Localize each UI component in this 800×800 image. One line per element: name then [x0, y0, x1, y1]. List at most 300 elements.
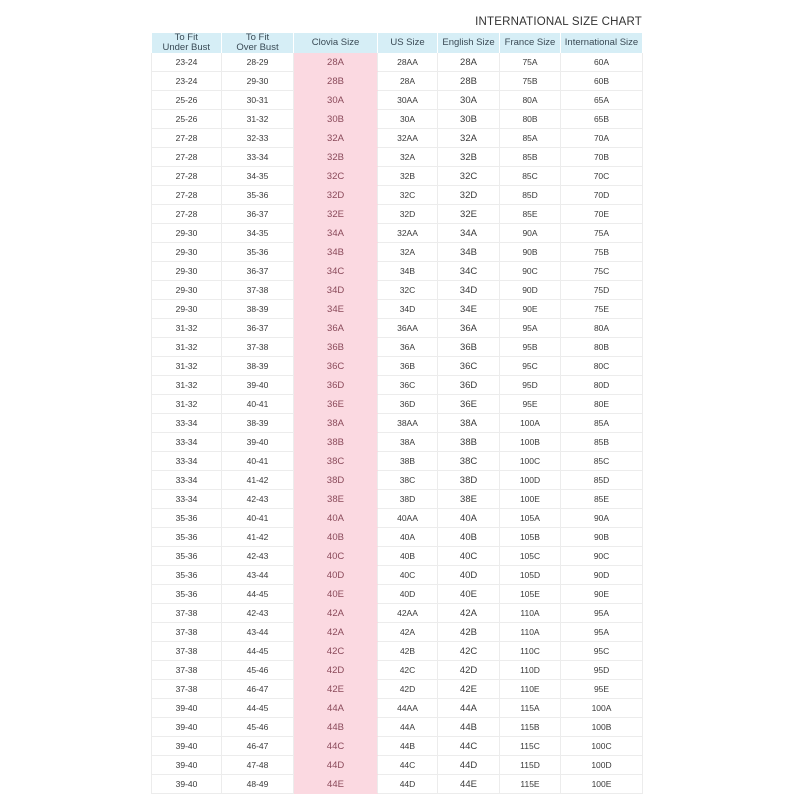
under-bust-cell: 29-30: [152, 262, 222, 281]
clovia-size-cell: 34E: [294, 300, 378, 319]
over-bust-cell: 39-40: [222, 433, 294, 452]
over-bust-cell: 35-36: [222, 186, 294, 205]
chart-title: INTERNATIONAL SIZE CHART: [475, 16, 642, 28]
us-size-cell: 40D: [378, 585, 438, 604]
clovia-size-cell: 34B: [294, 243, 378, 262]
international-size-cell: 90A: [561, 509, 643, 528]
under-bust-cell: 29-30: [152, 300, 222, 319]
english-size-cell: 40A: [438, 509, 500, 528]
clovia-size-cell: 36E: [294, 395, 378, 414]
clovia-size-cell: 44B: [294, 718, 378, 737]
international-size-cell: 85A: [561, 414, 643, 433]
france-size-cell: 90C: [500, 262, 561, 281]
english-size-cell: 32B: [438, 148, 500, 167]
over-bust-cell: 33-34: [222, 148, 294, 167]
english-size-cell: 44C: [438, 737, 500, 756]
under-bust-cell: 27-28: [152, 186, 222, 205]
table-row: [152, 547, 643, 566]
clovia-size-cell: 42A: [294, 604, 378, 623]
clovia-size-cell: 34A: [294, 224, 378, 243]
france-size-cell: 115B: [500, 718, 561, 737]
table-row: [152, 414, 643, 433]
over-bust-cell: 44-45: [222, 585, 294, 604]
english-size-cell: 30A: [438, 91, 500, 110]
france-size-cell: 110A: [500, 604, 561, 623]
international-size-cell: 70C: [561, 167, 643, 186]
clovia-size-cell: 36B: [294, 338, 378, 357]
clovia-size-cell: 40B: [294, 528, 378, 547]
france-size-cell: 105E: [500, 585, 561, 604]
us-size-cell: 38A: [378, 433, 438, 452]
france-size-cell: 85E: [500, 205, 561, 224]
france-size-cell: 95C: [500, 357, 561, 376]
under-bust-cell: 39-40: [152, 718, 222, 737]
english-size-cell: 40D: [438, 566, 500, 585]
france-size-cell: 100C: [500, 452, 561, 471]
english-size-cell: 34C: [438, 262, 500, 281]
france-size-cell: 80A: [500, 91, 561, 110]
us-size-cell: 38B: [378, 452, 438, 471]
under-bust-cell: 37-38: [152, 680, 222, 699]
table-row: [152, 699, 643, 718]
over-bust-cell: 36-37: [222, 205, 294, 224]
international-size-cell: 75B: [561, 243, 643, 262]
table-row: [152, 357, 643, 376]
international-size-cell: 60B: [561, 72, 643, 91]
international-size-cell: 90C: [561, 547, 643, 566]
clovia-size-cell: 36D: [294, 376, 378, 395]
international-size-cell: 75C: [561, 262, 643, 281]
english-size-cell: 34E: [438, 300, 500, 319]
france-size-cell: 115A: [500, 699, 561, 718]
international-size-cell: 100A: [561, 699, 643, 718]
clovia-size-cell: 38C: [294, 452, 378, 471]
under-bust-cell: 27-28: [152, 148, 222, 167]
english-size-cell: 36A: [438, 319, 500, 338]
us-size-cell: 32B: [378, 167, 438, 186]
us-size-cell: 32A: [378, 148, 438, 167]
english-size-cell: 38E: [438, 490, 500, 509]
international-size-cell: 70D: [561, 186, 643, 205]
clovia-size-cell: 32C: [294, 167, 378, 186]
us-size-cell: 36D: [378, 395, 438, 414]
france-size-cell: 100D: [500, 471, 561, 490]
france-size-cell: 110A: [500, 623, 561, 642]
us-size-cell: 42A: [378, 623, 438, 642]
international-size-cell: 75A: [561, 224, 643, 243]
english-size-cell: 40E: [438, 585, 500, 604]
table-row: [152, 756, 643, 775]
over-bust-cell: 29-30: [222, 72, 294, 91]
under-bust-cell: 29-30: [152, 243, 222, 262]
table-row: [152, 300, 643, 319]
france-size-cell: 100B: [500, 433, 561, 452]
table-row: [152, 737, 643, 756]
over-bust-cell: 38-39: [222, 414, 294, 433]
under-bust-cell: 25-26: [152, 110, 222, 129]
us-size-cell: 36B: [378, 357, 438, 376]
english-size-cell: 32E: [438, 205, 500, 224]
over-bust-cell: 37-38: [222, 338, 294, 357]
international-size-cell: 65A: [561, 91, 643, 110]
international-size-cell: 100D: [561, 756, 643, 775]
clovia-size-cell: 44D: [294, 756, 378, 775]
us-size-cell: 36C: [378, 376, 438, 395]
over-bust-cell: 46-47: [222, 680, 294, 699]
english-size-cell: 38A: [438, 414, 500, 433]
under-bust-cell: 31-32: [152, 357, 222, 376]
over-bust-cell: 34-35: [222, 224, 294, 243]
international-size-cell: 95C: [561, 642, 643, 661]
over-bust-cell: 45-46: [222, 718, 294, 737]
english-size-cell: 42E: [438, 680, 500, 699]
under-bust-cell: 39-40: [152, 775, 222, 794]
international-size-cell: 95E: [561, 680, 643, 699]
us-size-cell: 32C: [378, 186, 438, 205]
under-bust-cell: 31-32: [152, 376, 222, 395]
france-size-cell: 85C: [500, 167, 561, 186]
table-row: [152, 471, 643, 490]
under-bust-cell: 27-28: [152, 129, 222, 148]
under-bust-cell: 37-38: [152, 642, 222, 661]
over-bust-cell: 36-37: [222, 319, 294, 338]
us-size-cell: 44B: [378, 737, 438, 756]
clovia-size-cell: 28A: [294, 53, 378, 72]
us-size-cell: 36AA: [378, 319, 438, 338]
table-row: [152, 338, 643, 357]
table-row: [152, 72, 643, 91]
over-bust-cell: 40-41: [222, 395, 294, 414]
us-size-cell: 38D: [378, 490, 438, 509]
table-row: [152, 129, 643, 148]
clovia-size-cell: 32D: [294, 186, 378, 205]
france-size-cell: 85D: [500, 186, 561, 205]
table-row: [152, 110, 643, 129]
over-bust-cell: 48-49: [222, 775, 294, 794]
under-bust-cell: 27-28: [152, 205, 222, 224]
table-row: [152, 433, 643, 452]
france-size-cell: 100A: [500, 414, 561, 433]
us-size-cell: 40A: [378, 528, 438, 547]
under-bust-cell: 37-38: [152, 623, 222, 642]
france-size-cell: 115C: [500, 737, 561, 756]
table-row: [152, 566, 643, 585]
us-size-cell: 32AA: [378, 129, 438, 148]
france-size-cell: 100E: [500, 490, 561, 509]
size-chart-table: [151, 33, 643, 794]
under-bust-cell: 31-32: [152, 319, 222, 338]
international-size-cell: 70A: [561, 129, 643, 148]
table-row: [152, 224, 643, 243]
english-size-cell: 44E: [438, 775, 500, 794]
english-size-cell: 38C: [438, 452, 500, 471]
over-bust-cell: 36-37: [222, 262, 294, 281]
table-row: [152, 452, 643, 471]
clovia-size-cell: 36C: [294, 357, 378, 376]
clovia-size-cell: 30B: [294, 110, 378, 129]
us-size-cell: 44AA: [378, 699, 438, 718]
header-france-size: France Size: [500, 33, 561, 53]
english-size-cell: 38D: [438, 471, 500, 490]
header-over-bust-line1: To Fit: [245, 32, 270, 43]
international-size-cell: 95A: [561, 623, 643, 642]
table-row: [152, 376, 643, 395]
table-row: [152, 718, 643, 737]
english-size-cell: 44A: [438, 699, 500, 718]
header-over-bust-line2: Over Bust: [236, 42, 279, 53]
under-bust-cell: 27-28: [152, 167, 222, 186]
international-size-cell: 75D: [561, 281, 643, 300]
over-bust-cell: 30-31: [222, 91, 294, 110]
france-size-cell: 90D: [500, 281, 561, 300]
france-size-cell: 90A: [500, 224, 561, 243]
clovia-size-cell: 40C: [294, 547, 378, 566]
us-size-cell: 34D: [378, 300, 438, 319]
france-size-cell: 85B: [500, 148, 561, 167]
over-bust-cell: 43-44: [222, 566, 294, 585]
table-row: [152, 623, 643, 642]
under-bust-cell: 35-36: [152, 585, 222, 604]
clovia-size-cell: 44E: [294, 775, 378, 794]
france-size-cell: 85A: [500, 129, 561, 148]
us-size-cell: 40AA: [378, 509, 438, 528]
france-size-cell: 105D: [500, 566, 561, 585]
english-size-cell: 42C: [438, 642, 500, 661]
international-size-cell: 65B: [561, 110, 643, 129]
english-size-cell: 42A: [438, 604, 500, 623]
international-size-cell: 100C: [561, 737, 643, 756]
international-size-cell: 85E: [561, 490, 643, 509]
over-bust-cell: 42-43: [222, 604, 294, 623]
under-bust-cell: 39-40: [152, 756, 222, 775]
table-row: [152, 585, 643, 604]
under-bust-cell: 39-40: [152, 699, 222, 718]
clovia-size-cell: 34D: [294, 281, 378, 300]
clovia-size-cell: 32B: [294, 148, 378, 167]
international-size-cell: 80C: [561, 357, 643, 376]
france-size-cell: 95E: [500, 395, 561, 414]
us-size-cell: 32D: [378, 205, 438, 224]
us-size-cell: 32AA: [378, 224, 438, 243]
english-size-cell: 28B: [438, 72, 500, 91]
us-size-cell: 28AA: [378, 53, 438, 72]
clovia-size-cell: 42D: [294, 661, 378, 680]
english-size-cell: 42D: [438, 661, 500, 680]
clovia-size-cell: 38E: [294, 490, 378, 509]
france-size-cell: 75B: [500, 72, 561, 91]
us-size-cell: 42B: [378, 642, 438, 661]
english-size-cell: 36C: [438, 357, 500, 376]
english-size-cell: 32A: [438, 129, 500, 148]
international-size-cell: 100B: [561, 718, 643, 737]
over-bust-cell: 31-32: [222, 110, 294, 129]
under-bust-cell: 31-32: [152, 395, 222, 414]
english-size-cell: 38B: [438, 433, 500, 452]
table-row: [152, 775, 643, 794]
international-size-cell: 70E: [561, 205, 643, 224]
over-bust-cell: 32-33: [222, 129, 294, 148]
english-size-cell: 40B: [438, 528, 500, 547]
under-bust-cell: 33-34: [152, 452, 222, 471]
international-size-cell: 95D: [561, 661, 643, 680]
france-size-cell: 110D: [500, 661, 561, 680]
france-size-cell: 90E: [500, 300, 561, 319]
under-bust-cell: 35-36: [152, 509, 222, 528]
over-bust-cell: 41-42: [222, 528, 294, 547]
us-size-cell: 32A: [378, 243, 438, 262]
table-row: [152, 395, 643, 414]
under-bust-cell: 33-34: [152, 490, 222, 509]
under-bust-cell: 23-24: [152, 72, 222, 91]
english-size-cell: 28A: [438, 53, 500, 72]
under-bust-cell: 35-36: [152, 566, 222, 585]
over-bust-cell: 39-40: [222, 376, 294, 395]
us-size-cell: 42C: [378, 661, 438, 680]
header-over-bust: [222, 33, 294, 53]
international-size-cell: 85C: [561, 452, 643, 471]
over-bust-cell: 45-46: [222, 661, 294, 680]
under-bust-cell: 29-30: [152, 224, 222, 243]
english-size-cell: 36E: [438, 395, 500, 414]
table-row: [152, 186, 643, 205]
international-size-cell: 90D: [561, 566, 643, 585]
header-english-size: English Size: [438, 33, 500, 53]
us-size-cell: 44D: [378, 775, 438, 794]
table-row: [152, 205, 643, 224]
over-bust-cell: 47-48: [222, 756, 294, 775]
clovia-size-cell: 34C: [294, 262, 378, 281]
table-row: [152, 262, 643, 281]
international-size-cell: 60A: [561, 53, 643, 72]
under-bust-cell: 37-38: [152, 661, 222, 680]
over-bust-cell: 28-29: [222, 53, 294, 72]
table-row: [152, 148, 643, 167]
english-size-cell: 34D: [438, 281, 500, 300]
header-international-size: International Size: [561, 33, 643, 53]
under-bust-cell: 35-36: [152, 528, 222, 547]
under-bust-cell: 25-26: [152, 91, 222, 110]
international-size-cell: 80B: [561, 338, 643, 357]
table-row: [152, 243, 643, 262]
france-size-cell: 115E: [500, 775, 561, 794]
international-size-cell: 80D: [561, 376, 643, 395]
under-bust-cell: 33-34: [152, 414, 222, 433]
france-size-cell: 110C: [500, 642, 561, 661]
under-bust-cell: 39-40: [152, 737, 222, 756]
table-row: [152, 528, 643, 547]
clovia-size-cell: 30A: [294, 91, 378, 110]
france-size-cell: 95B: [500, 338, 561, 357]
clovia-size-cell: 42C: [294, 642, 378, 661]
clovia-size-cell: 32E: [294, 205, 378, 224]
over-bust-cell: 34-35: [222, 167, 294, 186]
table-row: [152, 490, 643, 509]
table-row: [152, 319, 643, 338]
us-size-cell: 40C: [378, 566, 438, 585]
us-size-cell: 32C: [378, 281, 438, 300]
us-size-cell: 40B: [378, 547, 438, 566]
us-size-cell: 44A: [378, 718, 438, 737]
english-size-cell: 32D: [438, 186, 500, 205]
english-size-cell: 34B: [438, 243, 500, 262]
under-bust-cell: 37-38: [152, 604, 222, 623]
international-size-cell: 80E: [561, 395, 643, 414]
us-size-cell: 30A: [378, 110, 438, 129]
international-size-cell: 85D: [561, 471, 643, 490]
international-size-cell: 85B: [561, 433, 643, 452]
header-under-bust: [152, 33, 222, 53]
under-bust-cell: 33-34: [152, 471, 222, 490]
france-size-cell: 105B: [500, 528, 561, 547]
clovia-size-cell: 40E: [294, 585, 378, 604]
table-row: [152, 91, 643, 110]
english-size-cell: 36D: [438, 376, 500, 395]
under-bust-cell: 31-32: [152, 338, 222, 357]
us-size-cell: 44C: [378, 756, 438, 775]
clovia-size-cell: 38A: [294, 414, 378, 433]
table-row: [152, 53, 643, 72]
clovia-size-cell: 28B: [294, 72, 378, 91]
clovia-size-cell: 40D: [294, 566, 378, 585]
english-size-cell: 34A: [438, 224, 500, 243]
header-under-bust-line1: To Fit: [174, 32, 198, 43]
us-size-cell: 36A: [378, 338, 438, 357]
header-us-size: US Size: [378, 33, 438, 53]
table-row: [152, 661, 643, 680]
france-size-cell: 95D: [500, 376, 561, 395]
clovia-size-cell: 38D: [294, 471, 378, 490]
clovia-size-cell: 44A: [294, 699, 378, 718]
table-header-row: [152, 33, 643, 53]
clovia-size-cell: 40A: [294, 509, 378, 528]
us-size-cell: 34B: [378, 262, 438, 281]
us-size-cell: 42D: [378, 680, 438, 699]
table-row: [152, 509, 643, 528]
under-bust-cell: 23-24: [152, 53, 222, 72]
us-size-cell: 42AA: [378, 604, 438, 623]
us-size-cell: 38AA: [378, 414, 438, 433]
international-size-cell: 75E: [561, 300, 643, 319]
over-bust-cell: 35-36: [222, 243, 294, 262]
us-size-cell: 38C: [378, 471, 438, 490]
france-size-cell: 105C: [500, 547, 561, 566]
clovia-size-cell: 42E: [294, 680, 378, 699]
france-size-cell: 80B: [500, 110, 561, 129]
france-size-cell: 110E: [500, 680, 561, 699]
over-bust-cell: 46-47: [222, 737, 294, 756]
english-size-cell: 30B: [438, 110, 500, 129]
over-bust-cell: 38-39: [222, 357, 294, 376]
under-bust-cell: 35-36: [152, 547, 222, 566]
international-size-cell: 90E: [561, 585, 643, 604]
english-size-cell: 42B: [438, 623, 500, 642]
france-size-cell: 95A: [500, 319, 561, 338]
france-size-cell: 90B: [500, 243, 561, 262]
over-bust-cell: 40-41: [222, 509, 294, 528]
france-size-cell: 105A: [500, 509, 561, 528]
international-size-cell: 90B: [561, 528, 643, 547]
over-bust-cell: 43-44: [222, 623, 294, 642]
international-size-cell: 95A: [561, 604, 643, 623]
international-size-cell: 100E: [561, 775, 643, 794]
over-bust-cell: 41-42: [222, 471, 294, 490]
clovia-size-cell: 44C: [294, 737, 378, 756]
english-size-cell: 44D: [438, 756, 500, 775]
us-size-cell: 30AA: [378, 91, 438, 110]
english-size-cell: 36B: [438, 338, 500, 357]
header-clovia-size: Clovia Size: [294, 33, 378, 53]
table-row: [152, 281, 643, 300]
